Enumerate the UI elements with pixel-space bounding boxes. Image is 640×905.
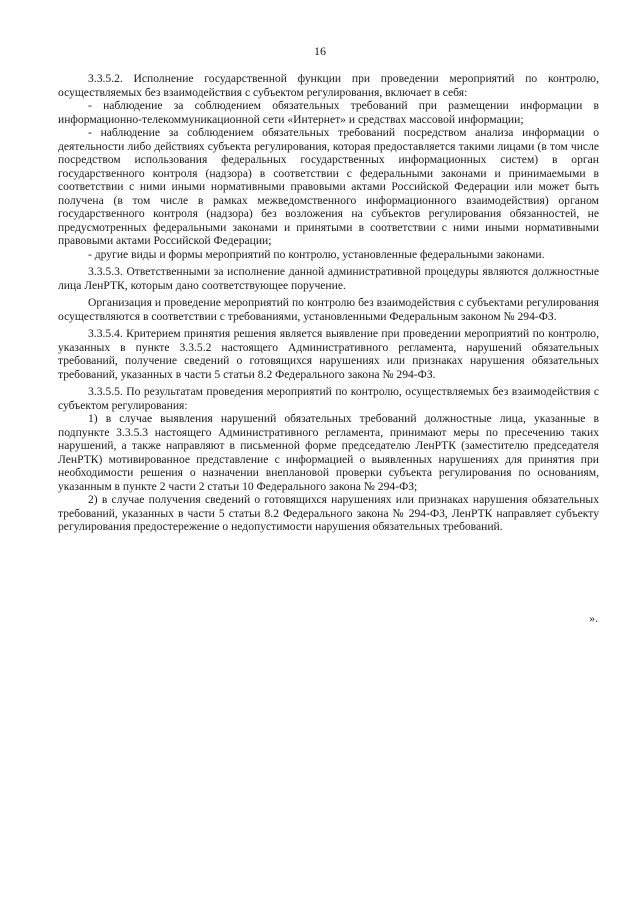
paragraph-3-3-5-2: 3.3.5.2. Исполнение государственной функции при проведении мероприятий по контролю, осуществляемых без взаимодействия с субъектом регулирования, включает в себя:	[58, 72, 599, 99]
paragraph-3-3-5-4: 3.3.5.4. Критерием принятия решения является выявление при проведении мероприятий по контролю, указанных в пункте 3.3.5.2 настоящего Административного регламента, нарушений обязательных требований, получение сведений о готовящихся нарушениях или признаках нарушения обязательных требований, указанных в части 5 статьи 8.2 Федерального закона № 294-ФЗ.	[58, 327, 599, 381]
document-body	[58, 72, 599, 534]
list-item-other-forms: - другие виды и формы мероприятий по контролю, установленные федеральными законами.	[88, 247, 545, 261]
page-number: 16	[314, 44, 326, 58]
list-item-internet-monitoring: - наблюдение за соблюдением обязательных требований при размещении информации в информационно-телекоммуникационной сети «Интернет» и средствах массовой информации;	[58, 99, 599, 126]
paragraph-3-3-5-3: 3.3.5.3. Ответственными за исполнение данной административной процедуры являются должностные лица ЛенРТК, которым дано соответствующее поручение.	[58, 265, 599, 292]
paragraph-organization: Организация и проведение мероприятий по контролю без взаимодействия с субъектами регулирования осуществляются в соответствии с требованиями, установленными Федеральным законом № 294-ФЗ.	[58, 296, 599, 323]
result-item-2: 2) в случае получения сведений о готовящихся нарушениях или признаках нарушения обязательных требований, указанных в части 5 статьи 8.2 Федерального закона № 294-ФЗ, ЛенРТК направляет субъекту регулирования предостережение о недопустимости нарушения обязательных требований.	[58, 493, 599, 533]
closing-quote-mark: ».	[589, 612, 598, 625]
result-item-1: 1) в случае выявления нарушений обязательных требований должностные лица, указанные в подпункте 3.3.5.3 настоящего Административного регламента, принимают меры по пресечению таких нарушений, а также направляют в письменной форме председателю ЛенРТК (заместителю председателя ЛенРТК) мотивированное представление с информацией о выявленных нарушениях для принятия при необходимости решения о назначении внеплановой проверки субъекта регулирования по основаниям, указанным в пункте 2 части 2 статьи 10 Федерального закона № 294-ФЗ;	[58, 412, 599, 493]
paragraph-3-3-5-5: 3.3.5.5. По результатам проведения мероприятий по контролю, осуществляемых без взаимодействия с субъектом регулирования:	[58, 385, 599, 412]
list-item-information-analysis: - наблюдение за соблюдением обязательных требований посредством анализа информации о деятельности либо действиях субъекта регулирования, которая предоставляется такими лицами (в том числе посредством использования федеральных государственных информационных систем) в орган государственного контроля (надзора) в соответствии с федеральными законами и принимаемыми в соответствии с ними иными нормативными правовыми актами Российской Федерации или может быть получена (в том числе в рамках межведомственного информационного взаимодействия) органом государственного контроля (надзора) без возложения на субъектов регулирования обязанностей, не предусмотренных федеральными законами и принятыми в соответствии с ними иными нормативными правовыми актами Российской Федерации;	[58, 126, 599, 247]
